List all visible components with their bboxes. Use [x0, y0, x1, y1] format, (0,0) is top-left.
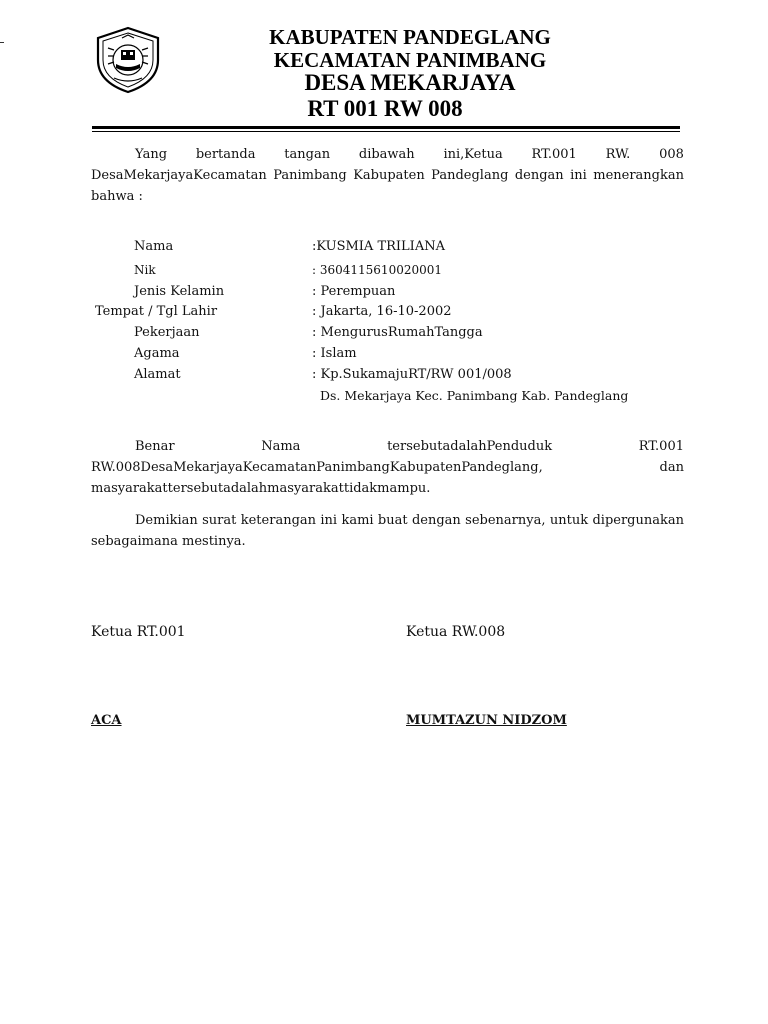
field-value-nik: : 3604115610020001: [312, 263, 443, 277]
intro-line-3: bahwa :: [91, 189, 143, 204]
intro-line-1: [91, 144, 684, 165]
intro-line-2: DesaMekarjayaKecamatan Panimbang Kabupaten Pandeglang dengan ini menerangkan: [91, 168, 684, 183]
letterhead-village: DESA MEKARJAYA: [304, 70, 516, 95]
intro-paragraph: [91, 144, 684, 207]
field-value-pekerjaan: : MengurusRumahTangga: [312, 325, 483, 340]
statement-word: RT.001: [638, 439, 684, 454]
stray-mark: [0, 42, 4, 43]
intro-word: bertanda: [195, 147, 256, 162]
closing-paragraph: Demikian surat keterangan ini kami buat dengan sebenarnya, untuk dipergunakan sebagaimana mestinya.: [91, 513, 684, 549]
field-label-nik: Nik: [134, 263, 156, 277]
letterhead-rt-rw: RT 001 RW 008: [307, 96, 463, 121]
intro-word: dibawah: [358, 147, 415, 162]
intro-word: 008: [659, 147, 684, 162]
field-label-pekerjaan: Pekerjaan: [134, 325, 200, 340]
field-value-tempat-tgl-lahir: : Jakarta, 16-10-2002: [312, 304, 452, 319]
field-label-nama: Nama: [134, 239, 174, 254]
statement-line-3: masyarakattersebutadalahmasyarakattidakmampu.: [91, 481, 431, 496]
field-value-agama: : Islam: [312, 346, 357, 361]
statement-word: RW.008DesaMekarjayaKecamatanPanimbangKabupatenPandeglang,: [91, 460, 543, 475]
signature-title-rt: Ketua RT.001: [91, 624, 186, 640]
statement-line-2: [91, 457, 684, 478]
statement-word: Benar: [135, 439, 175, 454]
field-label-jenis-kelamin: Jenis Kelamin: [134, 284, 225, 299]
letterhead-district: KECAMATAN PANIMBANG: [273, 48, 547, 72]
intro-word: ini,Ketua: [443, 147, 503, 162]
statement-paragraph: [91, 436, 684, 499]
signature-name-rw: MUMTAZUN NIDZOM: [406, 713, 567, 728]
letterhead-divider: [92, 126, 680, 129]
statement-word: tersebutadalahPenduduk: [387, 439, 553, 454]
signature-name-rt: ACA: [91, 713, 122, 728]
intro-word: tangan: [284, 147, 331, 162]
letterhead-divider-thin: [92, 131, 680, 132]
statement-word: dan: [659, 460, 684, 475]
signature-title-rw: Ketua RW.008: [406, 624, 506, 640]
field-label-tempat-tgl-lahir: Tempat / Tgl Lahir: [95, 304, 218, 319]
statement-line-1: [91, 436, 684, 457]
intro-word: RT.001: [531, 147, 577, 162]
regency-emblem-icon: [94, 26, 162, 94]
field-value-alamat-line2: Ds. Mekarjaya Kec. Panimbang Kab. Pandeglang: [320, 388, 629, 403]
field-label-agama: Agama: [134, 346, 180, 361]
field-value-alamat: : Kp.SukamajuRT/RW 001/008: [312, 367, 512, 382]
field-value-jenis-kelamin: : Perempuan: [312, 284, 396, 299]
intro-word: RW.: [605, 147, 631, 162]
letterhead-regency: KABUPATEN PANDEGLANG: [269, 25, 551, 49]
statement-word: Nama: [261, 439, 301, 454]
field-label-alamat: Alamat: [134, 367, 181, 382]
intro-word: Yang: [135, 147, 168, 162]
field-value-nama: :KUSMIA TRILIANA: [312, 239, 445, 254]
